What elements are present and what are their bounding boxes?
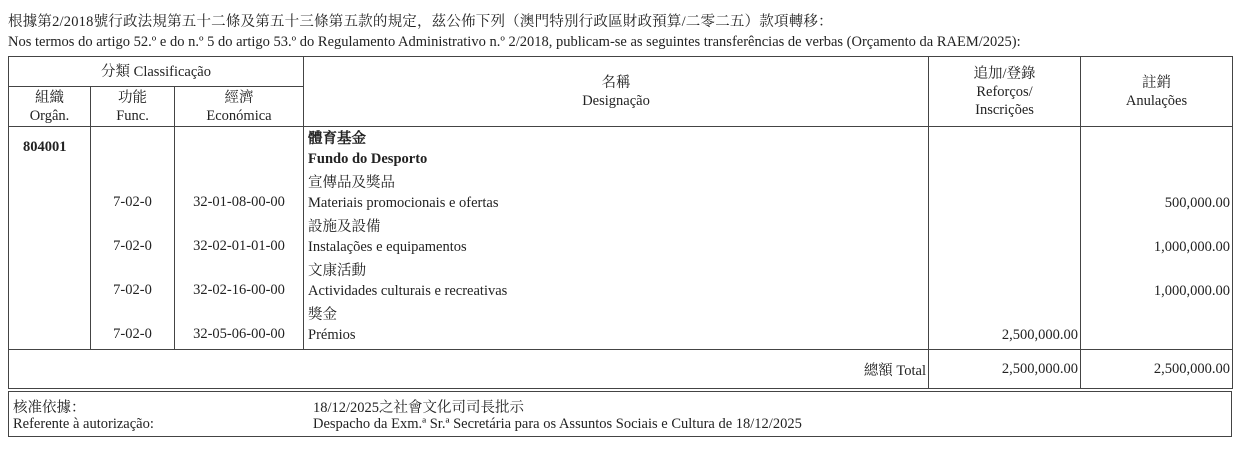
intro-chinese: 根據第2/2018號行政法規第五十二條及第五十三條第五款的規定，茲公佈下列（澳門特別行政區財政預算/二零二五）款項轉移： (8, 14, 833, 30)
organ-column (9, 127, 91, 350)
authorization-value-zh: 18/12/2025之社會文化司司長批示 (313, 400, 525, 416)
anulacoes-header: 註銷 Anulações (1081, 57, 1233, 127)
designation-header: 名稱 Designação (304, 57, 929, 127)
func-header: 功能 Func. (91, 87, 175, 127)
total-label: 總額 Total (9, 350, 929, 389)
authorization-label-zh: 核准依據： (13, 400, 86, 416)
organ-code: 804001 (23, 139, 67, 155)
intro-portuguese: Nos termos do artigo 52.º e do n.º 5 do artigo 53.º do Regulamento Administrativo n.º 2/2018, publicam-se as seguintes transferências de verbas (Orçamento da RAEM/2025): (8, 34, 1021, 50)
reforcos-column: 2,500,000.00 (929, 127, 1081, 350)
organ-header: 組織 Orgân. (9, 87, 91, 127)
transfer-table (8, 56, 1233, 389)
total-anulacoes: 2,500,000.00 (1081, 350, 1233, 389)
designation-column: 體育基金 Fundo do Desporto 宣傳品及獎品 Materiais promocionais e ofertas 設施及設備 Instalações e equipamentos 文康活動 Actividades culturais e recreativas 獎金 Prémios (304, 127, 929, 350)
total-reforcos: 2,500,000.00 (929, 350, 1081, 389)
authorization-value-pt: Despacho da Exm.ª Sr.ª Secretária para os Assuntos Sociais e Cultura de 18/12/2025 (313, 416, 802, 432)
econ-column: 32-01-08-00-00 32-02-01-01-00 32-02-16-00-00 32-05-06-00-00 (175, 127, 304, 350)
organ-name-pt: Fundo do Desporto (308, 151, 428, 167)
func-column: 7-02-0 7-02-0 7-02-0 7-02-0 (91, 127, 175, 350)
organ-name-zh: 體育基金 (308, 131, 367, 147)
authorization-label-pt: Referente à autorização: (13, 416, 154, 432)
anulacoes-column: 500,000.00 1,000,000.00 1,000,000.00 (1081, 127, 1233, 350)
authorization-box (8, 391, 1232, 437)
econ-header: 經濟 Económica (175, 87, 304, 127)
reforcos-header: 追加/登錄 Reforços/ Inscrições (929, 57, 1081, 127)
classification-header: 分類 Classificação (9, 57, 304, 87)
